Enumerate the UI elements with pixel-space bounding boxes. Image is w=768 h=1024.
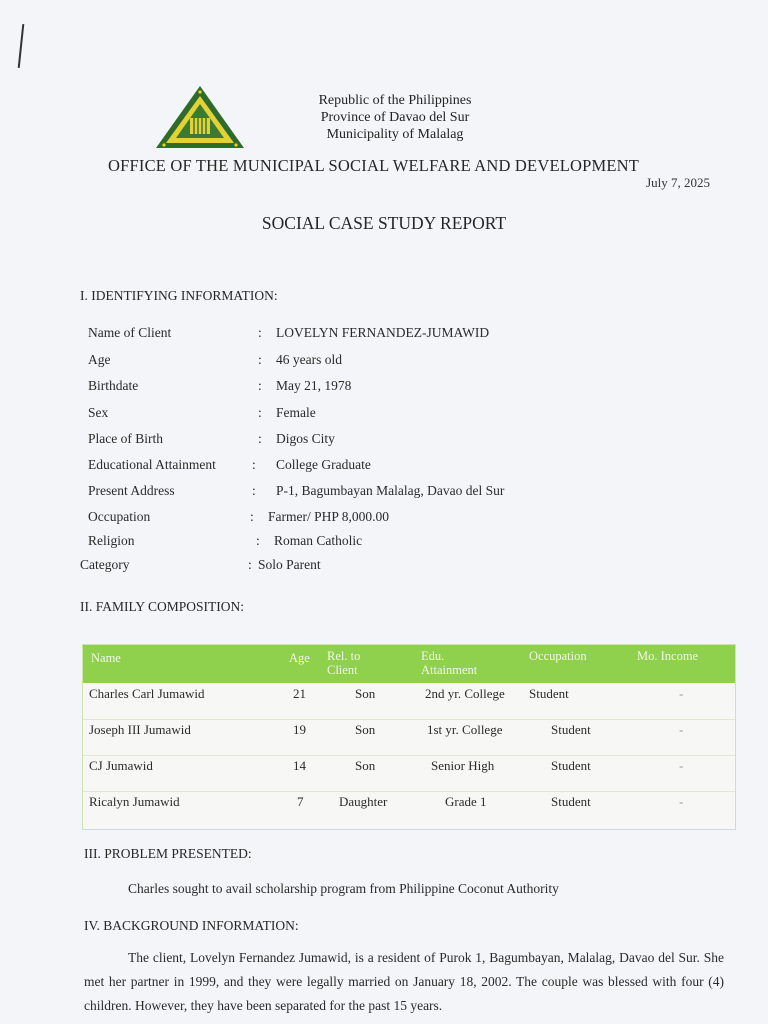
cell-age: 7	[297, 794, 304, 809]
report-title: SOCIAL CASE STUDY REPORT	[261, 213, 507, 233]
letterhead-province: Province of Davao del Sur	[320, 110, 470, 125]
cell-income: -	[679, 722, 684, 737]
cell-relation: Daughter	[339, 794, 388, 809]
info-label: Religion	[88, 533, 135, 548]
header-occupation: Occupation	[529, 649, 587, 663]
cell-age: 21	[293, 686, 306, 701]
cell-occupation: Student	[551, 722, 591, 737]
header-age: Age	[289, 651, 310, 665]
letterhead-country: Republic of the Philippines	[318, 93, 472, 108]
section-family-heading: II. FAMILY COMPOSITION:	[80, 599, 245, 614]
table-row	[83, 755, 735, 792]
municipal-seal-logo	[154, 84, 246, 150]
info-label: Place of Birth	[88, 431, 163, 446]
family-composition-table	[82, 644, 736, 830]
info-value: May 21, 1978	[276, 378, 352, 393]
cell-name: Ricalyn Jumawid	[89, 794, 180, 809]
cell-relation: Son	[355, 758, 376, 773]
cell-age: 14	[293, 758, 306, 773]
cell-education: Grade 1	[445, 794, 487, 809]
cell-income: -	[679, 758, 684, 773]
info-label: Category	[80, 557, 130, 572]
cell-name: Charles Carl Jumawid	[89, 686, 205, 701]
cell-age: 19	[293, 722, 306, 737]
cell-occupation: Student	[529, 686, 569, 701]
pen-mark	[18, 24, 25, 68]
info-value: Digos City	[276, 431, 335, 446]
cell-income: -	[679, 686, 684, 701]
info-value: 46 years old	[276, 352, 342, 367]
header-education: Edu. Attainment	[421, 649, 478, 677]
office-name: OFFICE OF THE MUNICIPAL SOCIAL WELFARE AND DEVELOPMENT	[108, 156, 640, 175]
cell-relation: Son	[355, 686, 376, 701]
table-header	[83, 645, 735, 683]
letterhead-municipality: Municipality of Malalag	[326, 127, 464, 142]
section-identifying-heading: I. IDENTIFYING INFORMATION:	[80, 288, 278, 303]
document-page: Republic of the Philippines Province of Davao del Sur Municipality of Malalag OFFICE OF THE MUNICIPAL SOCIAL WELFARE AND DEVELOPMENT July 7, 2025 SOCIAL CASE STUDY REPORT I. IDENTIFYING INFORMATION: Name of Client : LOVELYN FERNANDEZ-JUMAWID Age : 46 years old Birthdate : May 21, 1978 Sex : Female Place of Birth : Digos City Educational Attainment : College Graduate Present Address : P-1, Bagumbayan Malalag, Davao del Sur Occupation : Farmer/ PHP 8,000.00 Religion : Roman Catholic Category : Solo Parent II. FAMILY COMPOSITION: Name Age Rel. to Client Edu. Attainment Occupation Mo. Income Charles Carl Jumawid 21 Son 2nd yr. College Student - Joseph III Jumawid 19 Son 1st yr. College Student - CJ Jumawid 14 Son Senior High Student - Ricalyn Jumawid 7 Daughter Grade 1 Student - III. PROBLEM PRESENTED: Charles sought to avail scholarship program from Philippine Coconut Authority IV. BACKGROUND INFORMATION: The client, Lovelyn Fernandez Jumawid, is a resident of Purok 1, Bagumbayan, Malalag, Davao del Sur. She met her partner in 1999, and they were legally married on January 18, 2002. The couple was blessed with four (4) children. However, they have been separated for the past 15 years.	[0, 0, 768, 1024]
header-relation: Rel. to Client	[327, 649, 361, 677]
cell-occupation: Student	[551, 758, 591, 773]
background-text: The client, Lovelyn Fernandez Jumawid, is a resident of Purok 1, Bagumbayan, Malalag, Davao del Sur. She met her partner in 1999, and they were legally married on January 18, 2002. The couple was blessed with four (4) children. However, they have been separated for the past 15 years.	[84, 950, 724, 1013]
info-label: Name of Client	[88, 325, 172, 340]
info-label: Birthdate	[88, 378, 139, 393]
header-name: Name	[91, 651, 121, 665]
cell-name: Joseph III Jumawid	[89, 722, 191, 737]
info-value: Farmer/ PHP 8,000.00	[268, 509, 389, 524]
problem-text: Charles sought to avail scholarship program from Philippine Coconut Authority	[128, 881, 559, 896]
info-value: College Graduate	[276, 457, 371, 472]
info-label: Sex	[88, 405, 109, 420]
table-row	[83, 683, 735, 720]
info-value: Roman Catholic	[274, 533, 363, 548]
info-label: Age	[88, 352, 111, 367]
cell-name: CJ Jumawid	[89, 758, 153, 773]
info-value: Solo Parent	[258, 557, 321, 572]
info-value: P-1, Bagumbayan Malalag, Davao del Sur	[276, 483, 505, 498]
cell-education: Senior High	[431, 758, 495, 773]
cell-income: -	[679, 794, 684, 809]
cell-education: 2nd yr. College	[425, 686, 505, 701]
cell-occupation: Student	[551, 794, 591, 809]
cell-education: 1st yr. College	[427, 722, 503, 737]
section-background-heading: IV. BACKGROUND INFORMATION:	[84, 918, 299, 933]
table-row	[83, 719, 735, 756]
info-label: Present Address	[88, 483, 175, 498]
info-label: Educational Attainment	[88, 457, 216, 472]
header-income: Mo. Income	[637, 649, 699, 663]
section-problem-heading: III. PROBLEM PRESENTED:	[84, 846, 252, 861]
letterhead	[260, 92, 530, 143]
info-label: Occupation	[88, 509, 151, 524]
report-date: July 7, 2025	[646, 175, 710, 190]
info-value: LOVELYN FERNANDEZ-JUMAWID	[276, 325, 490, 340]
table-row	[83, 791, 735, 827]
cell-relation: Son	[355, 722, 376, 737]
info-value: Female	[276, 405, 316, 420]
